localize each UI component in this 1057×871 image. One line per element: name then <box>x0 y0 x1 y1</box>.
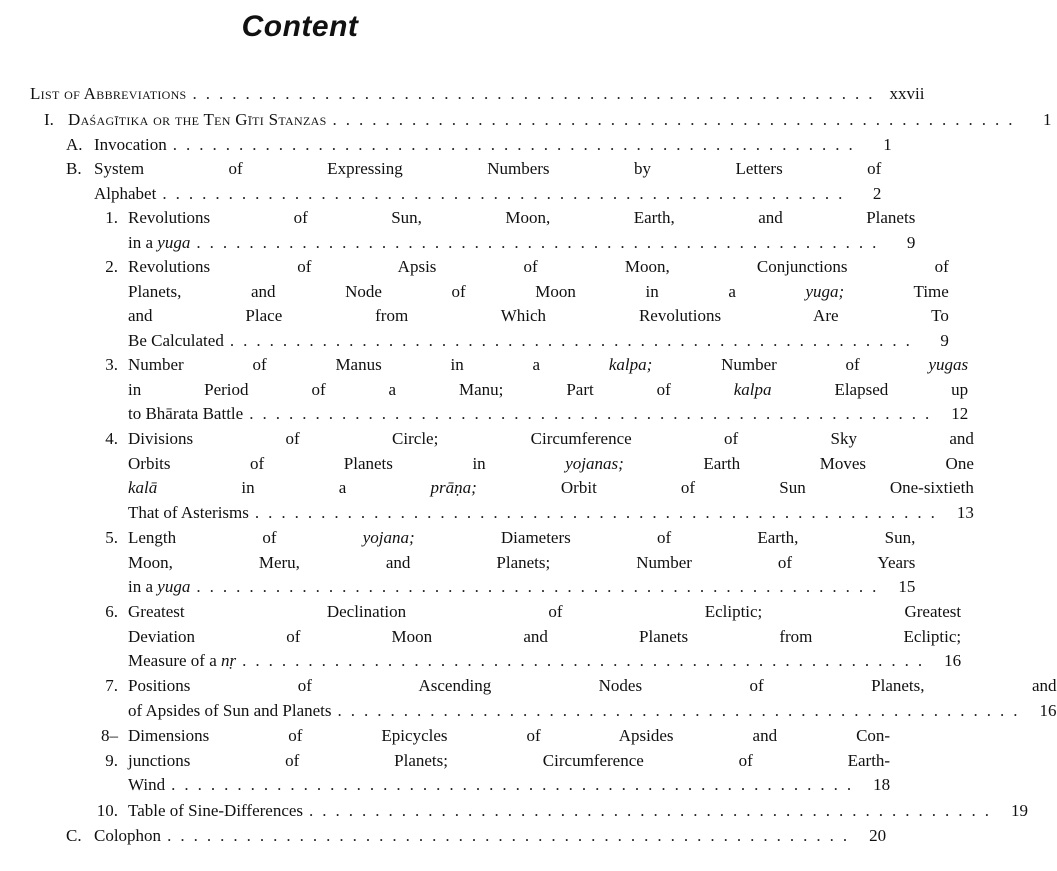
entry-number: 10. <box>96 801 118 820</box>
entry-line: of Apsides of Sun and Planets <box>128 700 332 720</box>
entry-title: Table of Sine-Differences <box>128 801 304 820</box>
entry-number: B. <box>66 159 82 178</box>
dot-leader: .................................................... <box>337 700 1027 720</box>
dot-leader: .................................................... <box>171 775 861 794</box>
dot-leader: .................................................... <box>162 183 852 203</box>
page-number: 19 <box>1011 801 1029 820</box>
entry-line: Planets, and Node of Moon in a yuga; Time <box>128 281 949 301</box>
entry-number: A. <box>66 135 83 154</box>
entry-title: List of Abbreviations <box>30 84 187 103</box>
entry-line: in a yuga <box>128 232 191 252</box>
page-number: 13 <box>956 502 974 522</box>
entry-line: to Bhārata Battle <box>128 404 244 423</box>
entry-line: Greatest Declination of Ecliptic; Greatest <box>128 602 962 621</box>
entry-line: and Place from Which Revolutions Are To <box>128 306 949 325</box>
toc-entry-b <box>66 157 882 206</box>
toc-entry-7 <box>102 674 1057 723</box>
entry-line: Wind <box>128 775 166 794</box>
entry-title: Colophon <box>94 826 162 845</box>
entry-line: Be Calculated <box>128 330 224 350</box>
toc-entry-1 <box>102 206 916 255</box>
entry-line: Length of yojana; Diameters of Earth, Sun, <box>128 528 916 547</box>
entry-number: 8–9. <box>101 726 118 770</box>
toc-entry-2 <box>102 255 949 353</box>
entry-line: Positions of Ascending Nodes of Planets, and <box>128 676 1057 695</box>
toc-entry-10 <box>96 799 1029 824</box>
entry-line: Orbits of Planets in yojanas; Earth Moves One <box>128 453 974 473</box>
dot-leader: .................................................... <box>332 110 1022 129</box>
page-number: 20 <box>869 826 887 845</box>
entry-line: Revolutions of Apsis of Moon, Conjunctions of <box>128 257 949 276</box>
toc-entry-4 <box>102 427 974 525</box>
dot-leader: .................................................... <box>172 135 862 154</box>
dot-leader: .................................................... <box>309 801 999 820</box>
dot-leader: .................................................... <box>254 502 944 522</box>
toc-entry-5 <box>102 526 916 600</box>
entry-title: Invocation <box>94 135 167 154</box>
entry-number: 7. <box>105 676 118 695</box>
entry-number: 3. <box>105 355 118 374</box>
entry-line: in Period of a Manu; Part of kalpa Elapsed up <box>128 379 969 399</box>
dot-leader: .................................................... <box>229 330 919 350</box>
entry-line: Revolutions of Sun, Moon, Earth, and Planets <box>128 208 916 227</box>
entry-line: in a yuga <box>128 577 191 596</box>
dot-leader: .................................................... <box>249 404 939 423</box>
page-number: 18 <box>873 775 891 794</box>
page-number: 15 <box>898 577 916 596</box>
dot-leader: .................................................... <box>167 826 857 845</box>
entry-line: Measure of a nṛ <box>128 651 237 670</box>
page-number: 12 <box>951 404 969 423</box>
entry-number: I. <box>44 110 54 129</box>
entry-line: Divisions of Circle; Circumference of Sky and <box>128 429 974 448</box>
toc-entry-abbreviations <box>30 82 925 107</box>
entry-line: That of Asterisms <box>128 502 249 522</box>
toc-entry-chapter-1 <box>44 108 1052 133</box>
page-number: 16 <box>944 651 962 670</box>
dot-leader: .................................................... <box>242 651 932 670</box>
dot-leader: .................................................... <box>192 84 882 103</box>
entry-line: Dimensions of Epicycles of Apsides and Con- <box>128 726 891 745</box>
toc-entry-6 <box>102 600 962 674</box>
entry-line: Number of Manus in a kalpa; Number of yugas <box>128 355 969 374</box>
entry-line: junctions of Planets; Circumference of Earth- <box>128 750 891 770</box>
entry-line: System of Expressing Numbers by Letters of <box>94 159 882 178</box>
entry-number: 4. <box>105 429 118 448</box>
dot-leader: .................................................... <box>196 232 886 252</box>
entry-line: kalā in a prāṇa; Orbit of Sun One-sixtieth <box>128 478 974 497</box>
page-number: 9 <box>906 232 916 252</box>
page-number: 1 <box>883 135 892 154</box>
page-number: xxvii <box>889 84 925 103</box>
toc-entry-8-9 <box>101 724 891 798</box>
page-number: 16 <box>1039 700 1057 720</box>
entry-line: Deviation of Moon and Planets from Ecliptic; <box>128 626 962 646</box>
page-title: Content <box>241 10 359 43</box>
entry-line: Moon, Meru, and Planets; Number of Years <box>128 552 916 572</box>
entry-number: 2. <box>105 257 118 276</box>
page-number: 2 <box>872 183 882 203</box>
dot-leader: .................................................... <box>196 577 886 596</box>
entry-number: C. <box>66 826 82 845</box>
entry-line: Alphabet <box>94 183 157 203</box>
entry-number: 6. <box>105 602 118 621</box>
page-number: 9 <box>940 330 949 350</box>
page-number: 1 <box>1043 110 1052 129</box>
entry-title: Daśagītika or the Ten Gīti Stanzas <box>68 110 327 129</box>
toc-entry-c <box>66 824 887 849</box>
toc-entry-a <box>66 133 892 158</box>
entry-number: 5. <box>105 528 118 547</box>
entry-number: 1. <box>105 208 118 227</box>
toc-entry-3 <box>102 353 969 427</box>
